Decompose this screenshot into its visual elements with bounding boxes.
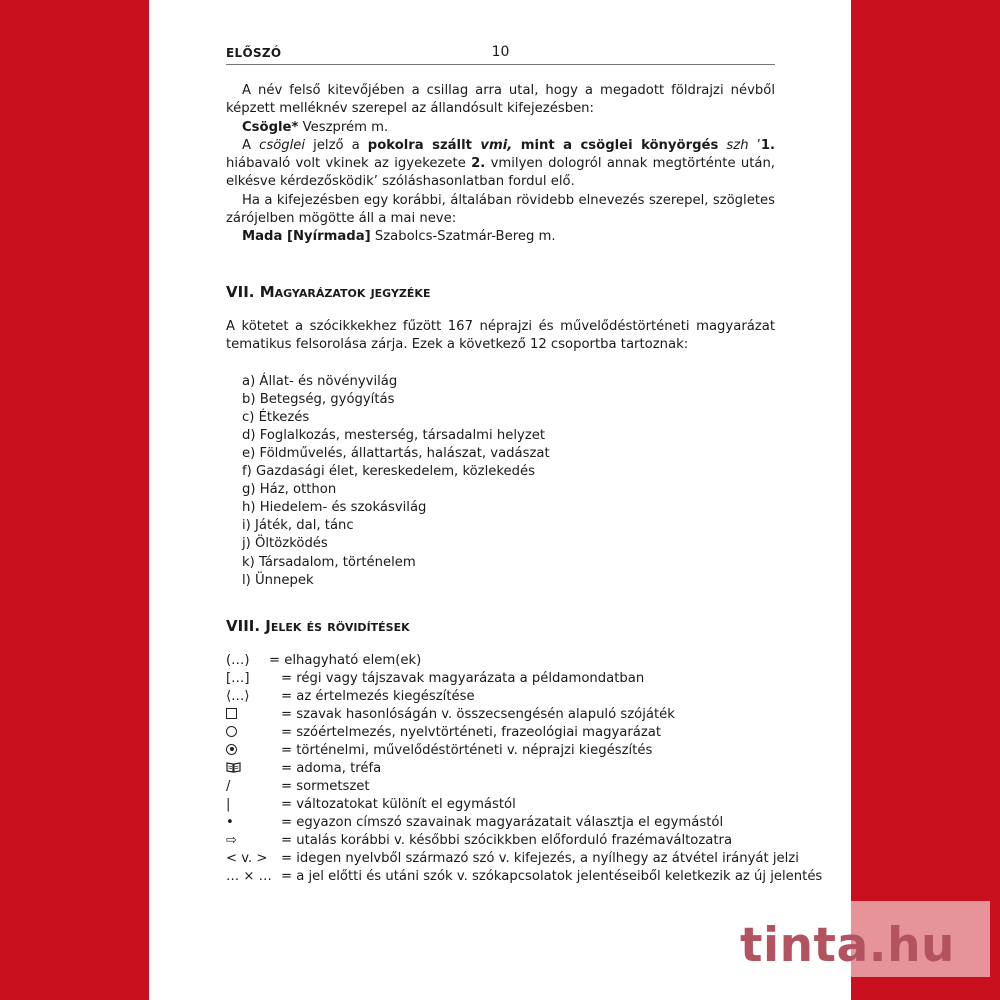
abbreviation-row (226, 688, 775, 706)
page-number: 10 (491, 44, 510, 60)
symbol: < v. > (226, 850, 268, 866)
list-item: f) Gazdasági élet, kereskedelem, közlekedés (242, 464, 536, 480)
symbol: | (226, 796, 231, 812)
definition: = történelmi, művelődéstörténeti v. néprajzi kiegészítés (281, 742, 653, 758)
symbol: / (226, 778, 231, 794)
definition: = szóértelmezés, nyelvtörténeti, frazeológiai magyarázat (281, 724, 662, 740)
definition: = idegen nyelvből származó szó v. kifejezés, a nyílhegy az átvétel irányát jelzi (281, 850, 799, 866)
list-item: i) Játék, dal, tánc (242, 518, 354, 534)
definition: = elhagyható elem(ek) (269, 652, 422, 668)
definition: = régi vagy tájszavak magyarázata a példamondatban (281, 670, 645, 686)
abbreviation-row (226, 706, 775, 724)
list-item: a) Állat- és növényvilág (242, 373, 398, 389)
list-item: k) Társadalom, történelem (242, 554, 416, 570)
book-page (149, 0, 851, 1000)
definition: = utalás korábbi v. későbbi szócikkben előforduló frazémaváltozatra (281, 832, 733, 848)
list-item: e) Földművelés, állattartás, halászat, vadászat (242, 445, 550, 461)
book-icon (226, 761, 241, 773)
abbreviation-row (226, 760, 775, 778)
category-list (226, 373, 775, 590)
definition: = a jel előtti és utáni szók v. szókapcsolatok jelentéseiből keletkezik az új jelentés (281, 868, 823, 884)
list-item: h) Hiedelem- és szokásvilág (242, 500, 427, 516)
symbol: (…) (226, 652, 250, 668)
definition: = sormetszet (281, 778, 370, 794)
example-entry: Mada [Nyírmada] Szabolcs-Szatmár-Bereg m. (242, 229, 556, 245)
paragraph: A név felső kitevőjében a csillag arra utal, hogy a megadott földrajzi névből képzett melléknév szerepel az állandósult kifejezésben: (226, 83, 775, 117)
abbreviation-row (226, 832, 775, 850)
symbol: ⇨ (226, 832, 238, 848)
abbreviation-row (226, 778, 775, 796)
abbreviation-row (226, 868, 823, 886)
definition: = adoma, tréfa (281, 760, 382, 776)
circle-icon (226, 726, 237, 737)
section-heading: VIII. Jelek és rövidítések (226, 616, 410, 635)
list-item: b) Betegség, gyógyítás (242, 391, 395, 407)
symbol: • (226, 814, 234, 830)
definition: = egyazon címszó szavainak magyarázatait választja el egymástól (281, 814, 724, 830)
square-icon (226, 708, 237, 719)
headword: Csögle* (242, 119, 299, 135)
abbreviation-list (226, 652, 823, 886)
paragraph: A csöglei jelző a pokolra szállt vmi, mint a csöglei könyörgés szh ’1. hiábavaló volt vkinek az igyekezete 2. vmilyen dologról annak megtörténte után, elkésve kérdezősködik’ szóláshasonlatban fordul elő. (226, 137, 776, 190)
abbreviation-row (226, 814, 775, 832)
headword: Mada [Nyírmada] (242, 229, 371, 245)
list-item: d) Foglalkozás, mesterség, társadalmi helyzet (242, 427, 546, 443)
abbreviation-row (226, 670, 775, 688)
watermark-logo: tinta.hu (740, 918, 955, 973)
symbol (226, 742, 276, 760)
symbol: […] (226, 670, 250, 686)
symbol (226, 760, 276, 778)
definition: = változatokat különít el egymástól (281, 796, 516, 812)
abbreviation-row (226, 742, 775, 760)
section-name: ELŐSZÓ (226, 46, 282, 60)
section-heading: VII. Magyarázatok jegyzéke (226, 282, 431, 301)
symbol (226, 724, 276, 742)
list-item: c) Étkezés (242, 409, 310, 425)
definition: = az értelmezés kiegészítése (281, 688, 475, 704)
abbreviation-row (226, 850, 799, 868)
symbol: … × … (226, 868, 272, 884)
example-entry: Csögle* Veszprém m. (242, 119, 389, 135)
list-item: l) Ünnepek (242, 572, 314, 588)
section-text: A kötetet a szócikkekhez fűzött 167 néprajzi és művelődéstörténeti magyarázat tematikus felsorolása zárja. Ezek a következő 12 csoportba tartoznak: (226, 318, 775, 353)
list-item: j) Öltözködés (242, 536, 328, 552)
running-header (226, 44, 775, 65)
definition: = szavak hasonlóságán v. összecsengésén alapuló szójáték (281, 706, 675, 722)
abbreviation-row (226, 796, 775, 814)
abbreviation-row (226, 724, 775, 742)
paragraph: Ha a kifejezésben egy korábbi, általában rövidebb elnevezés szerepel, szögletes zárójelben mögötte áll a mai neve: (226, 192, 775, 227)
circle-dot-icon (226, 744, 237, 755)
symbol (226, 706, 276, 724)
symbol: ⟨…⟩ (226, 688, 250, 704)
abbreviation-row (226, 652, 775, 670)
page-body (226, 82, 823, 886)
list-item: g) Ház, otthon (242, 482, 337, 498)
